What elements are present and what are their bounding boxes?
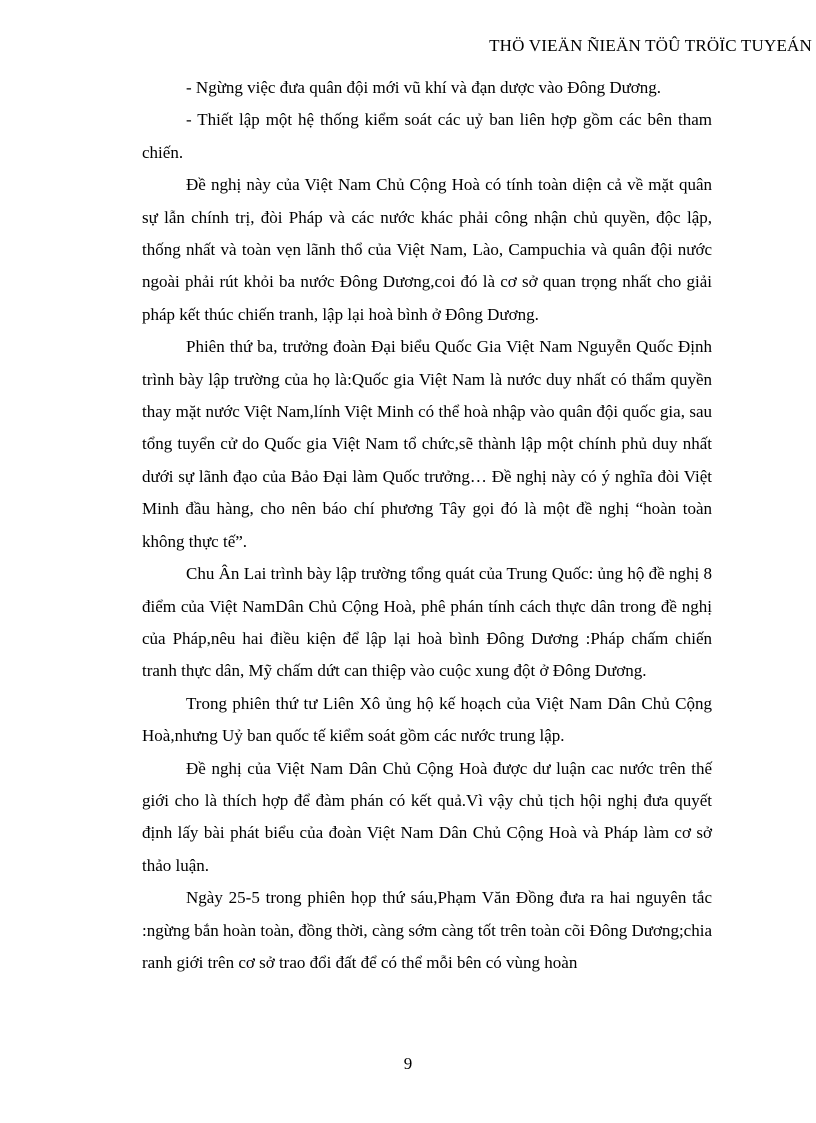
page-header: THÖ VIEÄN ÑIEÄN TÖÛ TRÖÏC TUYEÁN (489, 36, 812, 55)
paragraph: - Ngừng việc đưa quân đội mới vũ khí và đạn dược vào Đông Dương. (186, 78, 662, 97)
page-number: 9 (403, 1054, 413, 1073)
paragraph: Đề nghị của Việt Nam Dân Chủ Cộng Hoà được dư luận cac nước trên thế giới cho là thích hợp để đàm phán có kết quả.Vì vậy chủ tịch hội nghị đưa quyết định lấy bài phát biểu của đoàn Việt Nam Dân Chủ Cộng Hoà và Pháp làm cơ sở thảo luận. (142, 758, 712, 875)
paragraph: Chu Ân Lai trình bày lập trường tổng quát của Trung Quốc: ủng hộ đề nghị 8 điểm của Việt NamDân Chủ Cộng Hoà, phê phán tính cách thực dân trong đề nghị của Pháp,nêu hai điều kiện để lập lại hoà bình Đông Dương :Pháp chấm chiến tranh thực dân, Mỹ chấm dứt can thiệp vào cuộc xung đột ở Đông Dương. (142, 564, 712, 681)
paragraph: - Thiết lập một hệ thống kiểm soát các uỷ ban liên hợp gồm các bên tham chiến. (142, 110, 712, 162)
document-body (142, 72, 712, 979)
paragraph: Ngày 25-5 trong phiên họp thứ sáu,Phạm Văn Đồng đưa ra hai nguyên tắc :ngừng bắn hoàn toàn, đồng thời, càng sớm càng tốt trên toàn cõi Đông Dương;chia ranh giới trên cơ sở trao đổi đất để có thể mỗi bên có vùng hoàn (142, 888, 712, 972)
paragraph: Đề nghị này của Việt Nam Chủ Cộng Hoà có tính toàn diện cả về mặt quân sự lẫn chính trị, đòi Pháp và các nước khác phải công nhận chủ quyền, độc lập, thống nhất và toàn vẹn lãnh thổ của Việt Nam, Lào, Campuchia và quân đội nước ngoài phải rút khỏi ba nước Đông Dương,coi đó là cơ sở quan trọng nhất cho giải pháp kết thúc chiến tranh, lập lại hoà bình ở Đông Dương. (142, 175, 712, 324)
paragraph: Phiên thứ ba, trưởng đoàn Đại biểu Quốc Gia Việt Nam Nguyễn Quốc Định trình bày lập trường của họ là:Quốc gia Việt Nam là nước duy nhất có thẩm quyền thay mặt nước Việt Nam,lính Việt Minh có thể hoà nhập vào quân đội quốc gia, sau tổng tuyển cử do Quốc gia Việt Nam tổ chức,sẽ thành lập một chính phủ duy nhất dưới sự lãnh đạo của Bảo Đại làm Quốc trưởng… Đề nghị này có ý nghĩa đòi Việt Minh đầu hàng, cho nên báo chí phương Tây gọi đó là một đề nghị “hoàn toàn không thực tế”. (142, 337, 712, 551)
paragraph: Trong phiên thứ tư Liên Xô ủng hộ kế hoạch của Việt Nam Dân Chủ Cộng Hoà,nhưng Uỷ ban quốc tế kiểm soát gồm các nước trung lập. (142, 693, 712, 746)
